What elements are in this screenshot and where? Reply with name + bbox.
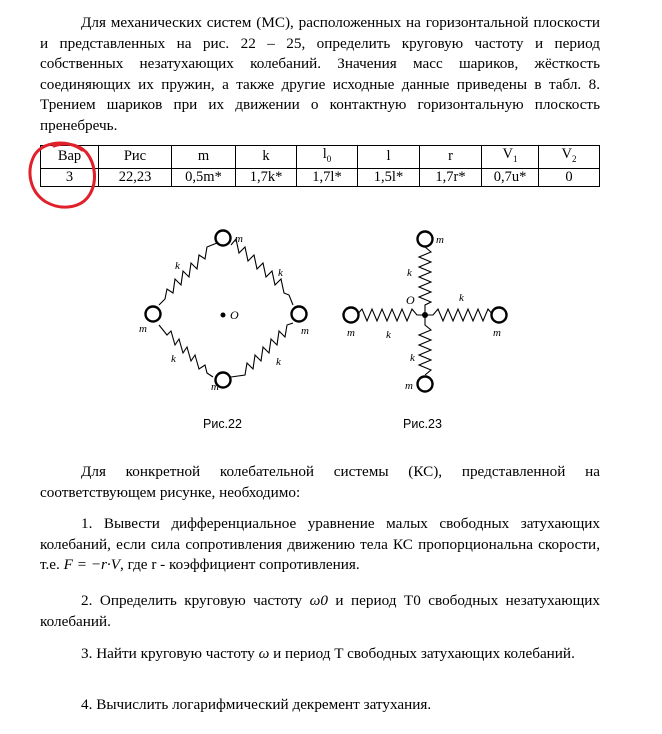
cell-m: 0,5m*	[172, 168, 236, 186]
mass-right	[492, 308, 507, 323]
task-item-2	[40, 591, 600, 632]
cell-k: 1,7k*	[236, 168, 297, 186]
header-v1: $V_1$	[482, 146, 539, 169]
spring-right-bottom	[231, 323, 293, 377]
task-item-4: 4. Вычислить логарифмический декремент затухания.	[81, 696, 432, 713]
label-k-bl: k	[171, 353, 176, 365]
spring-bottom-left	[159, 325, 213, 377]
label-k-top: k	[407, 267, 412, 279]
figure-22-caption: Рис.22	[203, 417, 242, 431]
label-k-tl: k	[175, 260, 180, 272]
mass-left	[344, 308, 359, 323]
cell-r: 1,7r*	[420, 168, 482, 186]
item-1-text: 1. Вывести дифференциальное уравнение малых свободных затухающих колебаний, если сила сопротивления движению тела КС пропорциональна скорости, т.е.	[40, 515, 600, 574]
label-center-o: O	[230, 308, 239, 322]
cell-v2: 0	[539, 168, 600, 186]
label-m-bottom: m	[211, 381, 219, 393]
mass-top	[216, 231, 231, 246]
item-1-tail: , где r - коэффициент сопротивления.	[120, 556, 360, 574]
label-k-right: k	[459, 292, 464, 304]
mass-left	[146, 307, 161, 322]
item-2-tail: и период T0 свободных незатухающих колебаний.	[40, 592, 600, 630]
header-r: r	[420, 146, 482, 169]
label-m-right: m	[493, 327, 501, 339]
figure-23-caption: Рис.23	[403, 417, 442, 431]
label-k-br: k	[276, 356, 281, 368]
task-intro-paragraph: Для конкретной колебательной системы (КС), представленной на соответствующем рисунке, необходимо:	[40, 463, 600, 501]
omega0-symbol: ω0	[309, 592, 328, 609]
task-item-3	[40, 644, 600, 665]
label-m-right: m	[301, 325, 309, 337]
spring-left-top	[159, 243, 217, 305]
cell-l0: 1,7l*	[297, 168, 358, 186]
header-m: m	[172, 146, 236, 169]
label-m-top: m	[436, 234, 444, 246]
header-l0: $l_0$	[297, 146, 358, 169]
intro-paragraph: Для механических систем (МС), расположенных на горизонтальной плоскости и представленных на рис. 22 – 25, определить круговую частоту и период собственных незатухающих колебаний. Значения масс шариков, жёсткость соединяющих их пружин, а также другие исходные данные приведены в табл. 8. Трением шариков при их движении о контактную горизонтальную плоскость пренебречь.	[40, 14, 600, 134]
cell-fig: 22,23	[99, 168, 172, 186]
cell-v1: 0,7u*	[482, 168, 539, 186]
label-center-o: O	[406, 293, 415, 307]
label-m-top: m	[235, 233, 243, 245]
item-3-tail: и период T свободных затухающих колебаний.	[273, 645, 575, 662]
item-3-text: 3. Найти круговую частоту	[81, 645, 255, 662]
label-k-bottom: k	[410, 352, 415, 364]
red-circle-annotation	[20, 134, 110, 218]
label-k-tr: k	[278, 267, 283, 279]
omega-symbol: ω	[258, 645, 270, 662]
mass-right	[292, 307, 307, 322]
data-table	[40, 145, 600, 187]
center-point	[422, 312, 428, 318]
mass-top	[418, 232, 433, 247]
spring-vertical	[419, 247, 431, 375]
cell-l: 1,5l*	[358, 168, 420, 186]
mass-bottom	[418, 377, 433, 392]
center-point	[221, 313, 226, 318]
label-k-left: k	[386, 329, 391, 341]
table-row	[41, 168, 600, 186]
task-item-1	[40, 514, 600, 576]
figure-23-diagram	[335, 225, 515, 400]
resistance-formula: F = −r·V	[63, 556, 120, 574]
header-var: Вар	[41, 146, 99, 169]
label-m-left: m	[347, 327, 355, 339]
label-m-bottom: m	[405, 380, 413, 392]
spring-top-right	[231, 239, 293, 305]
label-m-left: m	[139, 323, 147, 335]
table-header-row	[41, 146, 600, 169]
header-fig: Рис	[99, 146, 172, 169]
header-k: k	[236, 146, 297, 169]
header-v2: $V_2$	[539, 146, 600, 169]
item-2-text: 2. Определить круговую частоту	[81, 592, 303, 609]
cell-var: 3	[41, 168, 99, 186]
header-l: l	[358, 146, 420, 169]
figure-22-diagram	[135, 225, 315, 400]
